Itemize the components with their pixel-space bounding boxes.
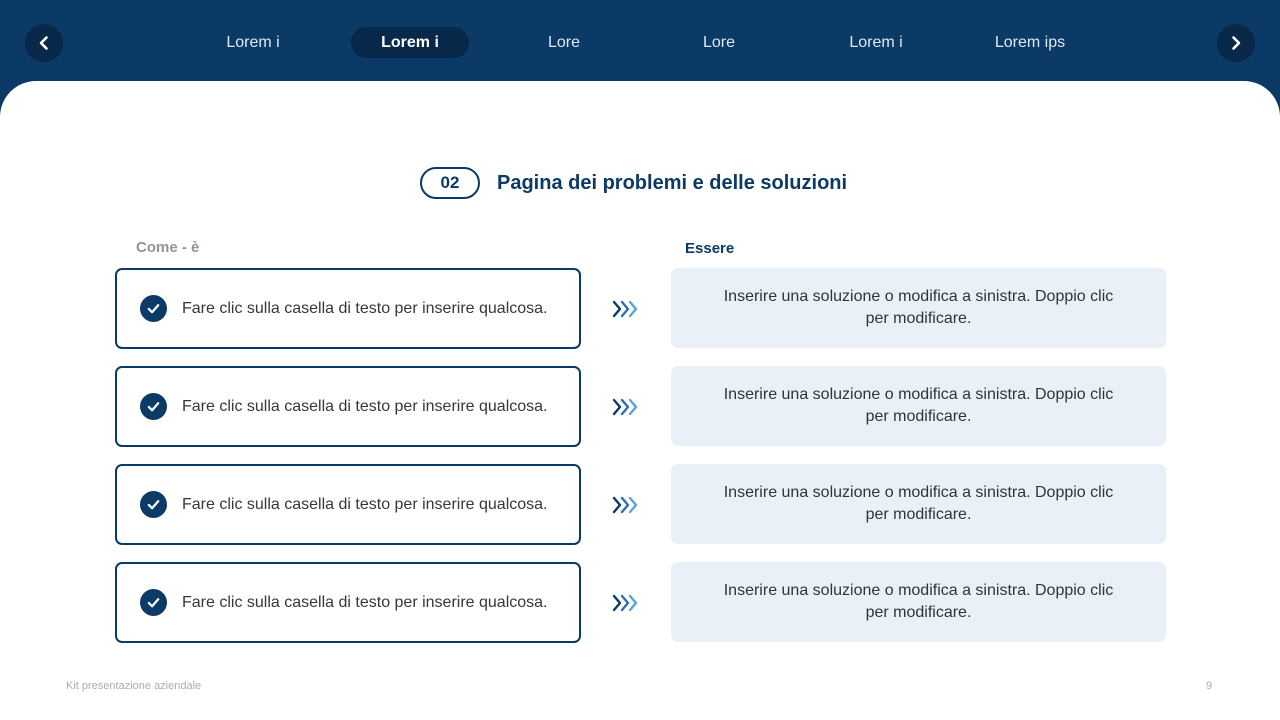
tab-1[interactable]: Lorem i (226, 34, 280, 51)
section-header (420, 167, 847, 199)
problem-text: Fare clic sulla casella di testo per inserire qualcosa. (182, 495, 548, 513)
footer-title: Kit presentazione aziendale (66, 680, 202, 692)
tab-2-active[interactable]: Lorem i (351, 27, 469, 58)
problem-text: Fare clic sulla casella di testo per inserire qualcosa. (182, 397, 548, 415)
top-navigation-bar (0, 0, 1280, 88)
tab-5[interactable]: Lorem i (849, 34, 903, 51)
page-number: 9 (1206, 680, 1213, 692)
problem-textbox[interactable] (115, 464, 581, 545)
solution-text: Inserire una soluzione o modifica a sinistra. Doppio clic per modificare. (723, 386, 1114, 425)
problem-textbox[interactable] (115, 268, 581, 349)
check-circle-icon (140, 589, 167, 616)
check-circle-icon (140, 491, 167, 518)
solution-text: Inserire una soluzione o modifica a sinistra. Doppio clic per modificare. (723, 288, 1114, 327)
triple-chevron-right-icon (611, 496, 641, 514)
solution-text: Inserire una soluzione o modifica a sinistra. Doppio clic per modificare. (723, 484, 1114, 523)
section-number-badge: 02 (420, 167, 480, 199)
problem-textbox[interactable] (115, 366, 581, 447)
tab-4[interactable]: Lore (702, 34, 736, 51)
next-slide-button[interactable] (1217, 24, 1255, 62)
solution-textbox[interactable] (671, 464, 1166, 544)
solution-textbox[interactable] (671, 366, 1166, 446)
solution-text: Inserire una soluzione o modifica a sinistra. Doppio clic per modificare. (723, 582, 1114, 621)
tab-3[interactable]: Lore (547, 34, 581, 51)
chevron-right-icon (1228, 35, 1244, 51)
prev-slide-button[interactable] (25, 24, 63, 62)
problem-text: Fare clic sulla casella di testo per inserire qualcosa. (182, 299, 548, 317)
triple-chevron-right-icon (611, 594, 641, 612)
to-be-column-label: Essere (685, 240, 735, 257)
check-circle-icon (140, 393, 167, 420)
problem-text: Fare clic sulla casella di testo per inserire qualcosa. (182, 593, 548, 611)
triple-chevron-right-icon (611, 300, 641, 318)
tab-6[interactable]: Lorem ips (994, 34, 1066, 51)
solution-textbox[interactable] (671, 268, 1166, 348)
chevron-left-icon (36, 35, 52, 51)
section-title: Pagina dei problemi e delle soluzioni (497, 171, 848, 194)
problem-textbox[interactable] (115, 562, 581, 643)
solution-textbox[interactable] (671, 562, 1166, 642)
as-is-column-label: Come - è (136, 239, 200, 256)
check-circle-icon (140, 295, 167, 322)
triple-chevron-right-icon (611, 398, 641, 416)
